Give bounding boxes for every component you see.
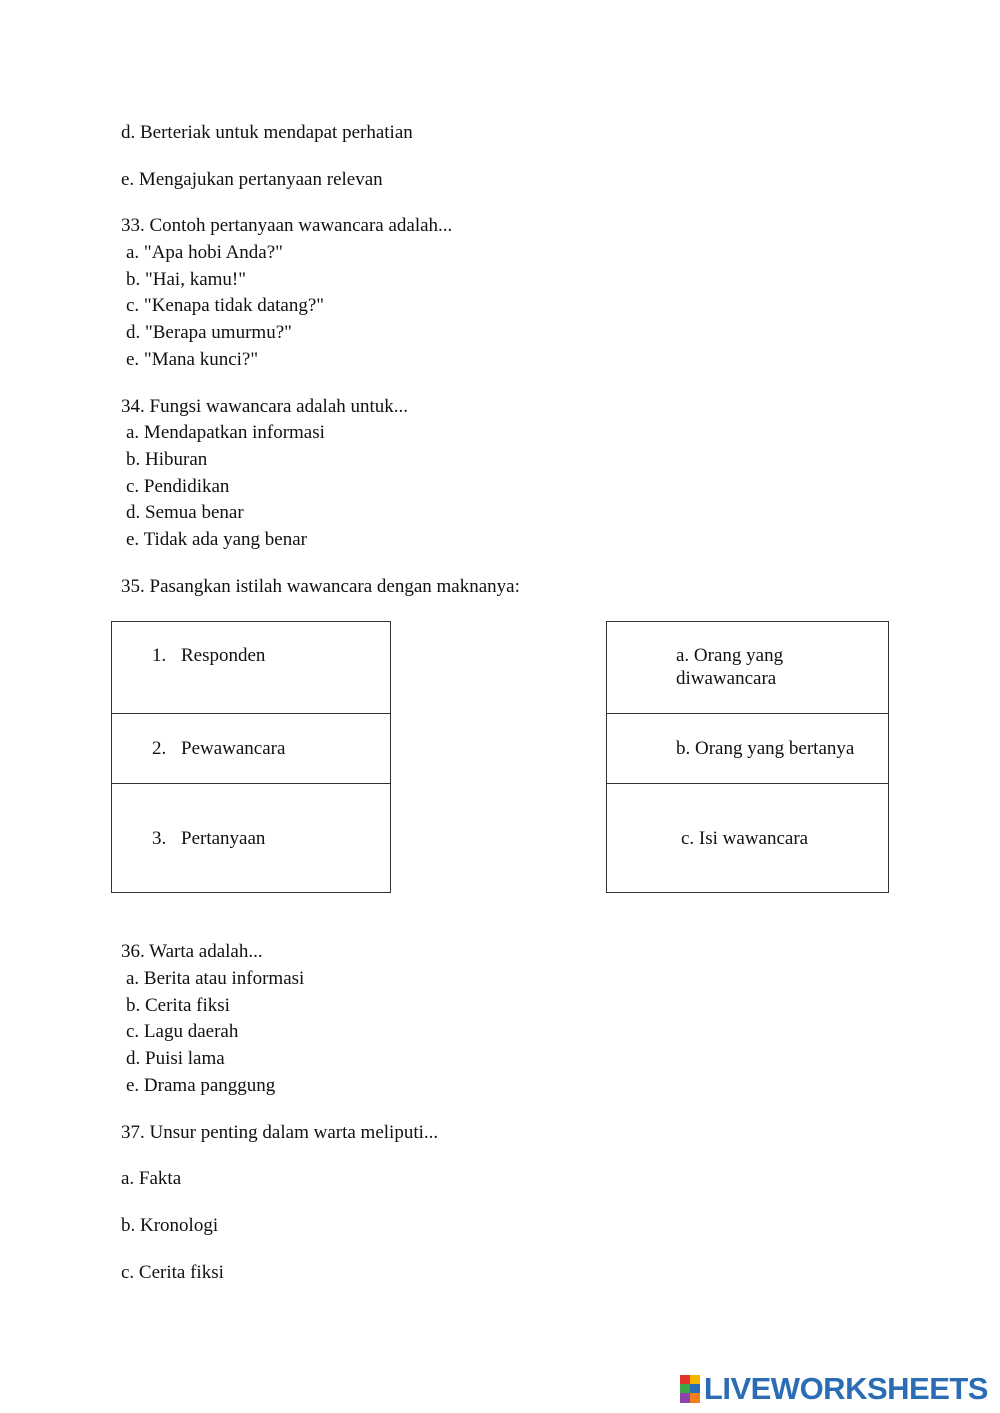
term-label: Pertanyaan bbox=[181, 828, 266, 849]
q33-option-e: e. "Mana kunci?" bbox=[126, 349, 259, 370]
term-cell[interactable] bbox=[112, 622, 390, 713]
q34-option-e: e. Tidak ada yang benar bbox=[126, 529, 307, 550]
term-number: 2. bbox=[152, 738, 167, 759]
q37-option-a: a. Fakta bbox=[121, 1168, 182, 1189]
meaning-cell[interactable] bbox=[607, 622, 888, 713]
term-number: 1. bbox=[152, 645, 167, 666]
q32-option-e: e. Mengajukan pertanyaan relevan bbox=[121, 169, 383, 190]
term-number: 3. bbox=[152, 828, 167, 849]
term-cell[interactable] bbox=[112, 713, 390, 783]
q34-question: 34. Fungsi wawancara adalah untuk... bbox=[121, 396, 409, 417]
q34-option-c: c. Pendidikan bbox=[126, 476, 230, 497]
meanings-table bbox=[606, 621, 889, 893]
term-cell[interactable] bbox=[112, 783, 390, 892]
meaning-line: c. Isi wawancara bbox=[681, 828, 809, 849]
q37-option-b: b. Kronologi bbox=[121, 1215, 219, 1236]
q36-option-e: e. Drama panggung bbox=[126, 1075, 276, 1096]
q36-option-d: d. Puisi lama bbox=[126, 1048, 225, 1069]
q33-option-b: b. "Hai, kamu!" bbox=[126, 269, 246, 290]
q35-question: 35. Pasangkan istilah wawancara dengan maknanya: bbox=[121, 576, 520, 597]
q33-question: 33. Contoh pertanyaan wawancara adalah... bbox=[121, 215, 453, 236]
liveworksheets-brand[interactable] bbox=[680, 1372, 988, 1406]
meaning-line: b. Orang yang bertanya bbox=[676, 738, 855, 759]
term-label: Pewawancara bbox=[181, 738, 286, 759]
q36-option-b: b. Cerita fiksi bbox=[126, 995, 230, 1016]
q34-option-a: a. Mendapatkan informasi bbox=[126, 422, 325, 443]
meaning-cell[interactable] bbox=[607, 713, 888, 783]
q36-question: 36. Warta adalah... bbox=[121, 941, 263, 962]
q37-option-c: c. Cerita fiksi bbox=[121, 1262, 224, 1283]
q33-option-d: d. "Berapa umurmu?" bbox=[126, 322, 292, 343]
q34-option-b: b. Hiburan bbox=[126, 449, 208, 470]
q37-question: 37. Unsur penting dalam warta meliputi... bbox=[121, 1122, 439, 1143]
q33-option-a: a. "Apa hobi Anda?" bbox=[126, 242, 283, 263]
meaning-line: diwawancara bbox=[676, 668, 777, 689]
q32-option-d: d. Berteriak untuk mendapat perhatian bbox=[121, 122, 413, 143]
meaning-cell[interactable] bbox=[607, 783, 888, 892]
q34-option-d: d. Semua benar bbox=[126, 502, 244, 523]
terms-table bbox=[111, 621, 391, 893]
q33-option-c: c. "Kenapa tidak datang?" bbox=[126, 295, 325, 316]
liveworksheets-logo-icon bbox=[680, 1375, 700, 1403]
term-label: Responden bbox=[181, 645, 266, 666]
meaning-line: a. Orang yang bbox=[676, 645, 784, 666]
brand-name: LIVEWORKSHEETS bbox=[703, 1371, 988, 1406]
q36-option-a: a. Berita atau informasi bbox=[126, 968, 305, 989]
q36-option-c: c. Lagu daerah bbox=[126, 1021, 239, 1042]
